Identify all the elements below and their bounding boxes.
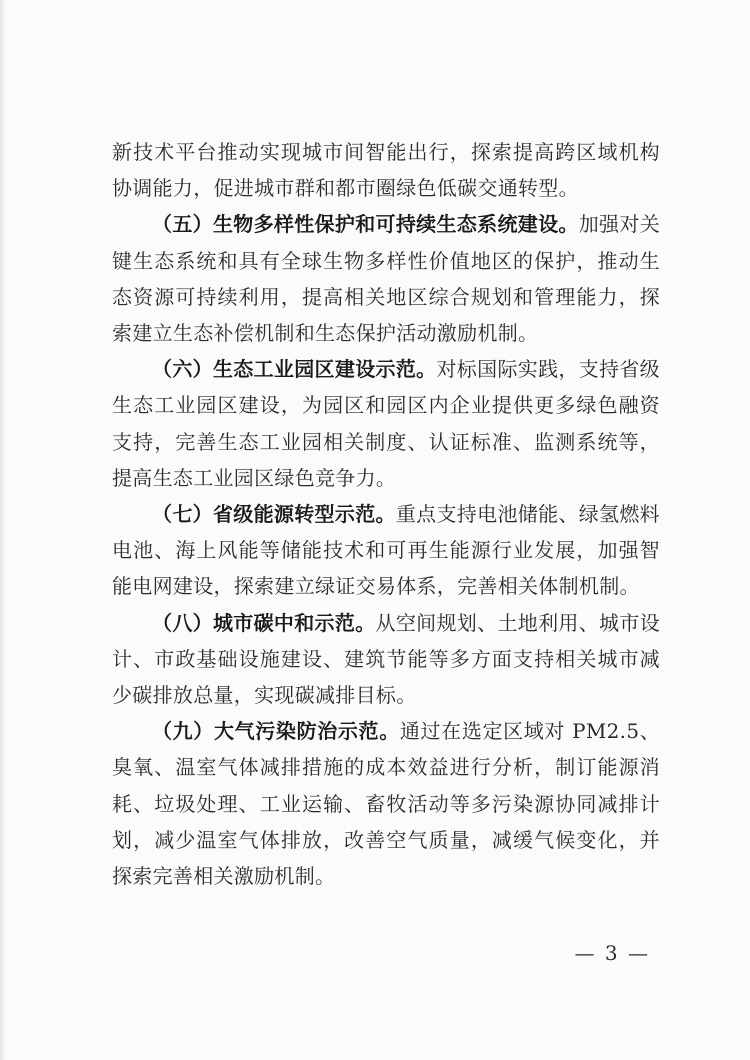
paragraph-text: 加强对关键生态系统和具有全球生物多样性价值地区的保护，推动生态资源可持续利用，提高相关地区综合规划和管理能力，探索建立生态补偿机制和生态保护活动激励机制。 [112,212,660,346]
page-number: — 3 — [574,941,650,965]
paragraph-section-6 [112,351,660,496]
section-heading: （七）省级能源转型示范。 [152,502,396,527]
scan-edge-shadow [0,0,6,1060]
section-heading: （九）大气污染防治示范。 [152,719,400,744]
paragraph-section-8 [112,605,660,714]
paragraph-text: 重点支持电池储能、绿氢燃料电池、海上风能等储能技术和可再生能源行业发展，加强智能电网建设，探索建立绿证交易体系，完善相关体制机制。 [112,502,660,599]
paragraph-section-7 [112,496,660,605]
paragraph-text: 通过在选定区域对 PM2.5、臭氧、温室气体减排措施的成本效益进行分析，制订能源消耗、垃圾处理、工业运输、畜牧活动等多污染源协同减排计划，减少温室气体排放，改善空气质量，减缓气候变化，并探索完善相关激励机制。 [112,719,660,889]
section-heading: （六）生态工业园区建设示范。 [152,357,437,382]
paragraph-section-5 [112,206,660,351]
section-heading: （八）城市碳中和示范。 [152,610,376,635]
paragraph-text: 对标国际实践，支持省级生态工业园区建设，为园区和园区内企业提供更多绿色融资支持，完善生态工业园相关制度、认证标准、监测系统等，提高生态工业园区绿色竞争力。 [112,357,660,490]
document-body [112,134,660,894]
paragraph-section-9 [112,713,660,894]
paragraph-continuation [112,134,660,206]
paragraph-text: 新技术平台推动实现城市间智能出行，探索提高跨区域机构协调能力，促进城市群和都市圈绿色低碳交通转型。 [112,140,660,201]
paragraph-text: 从空间规划、土地利用、城市设计、市政基础设施建设、建筑节能等多方面支持相关城市减少碳排放总量，实现碳减排目标。 [112,610,660,708]
section-heading: （五）生物多样性保护和可持续生态系统建设。 [152,212,579,237]
